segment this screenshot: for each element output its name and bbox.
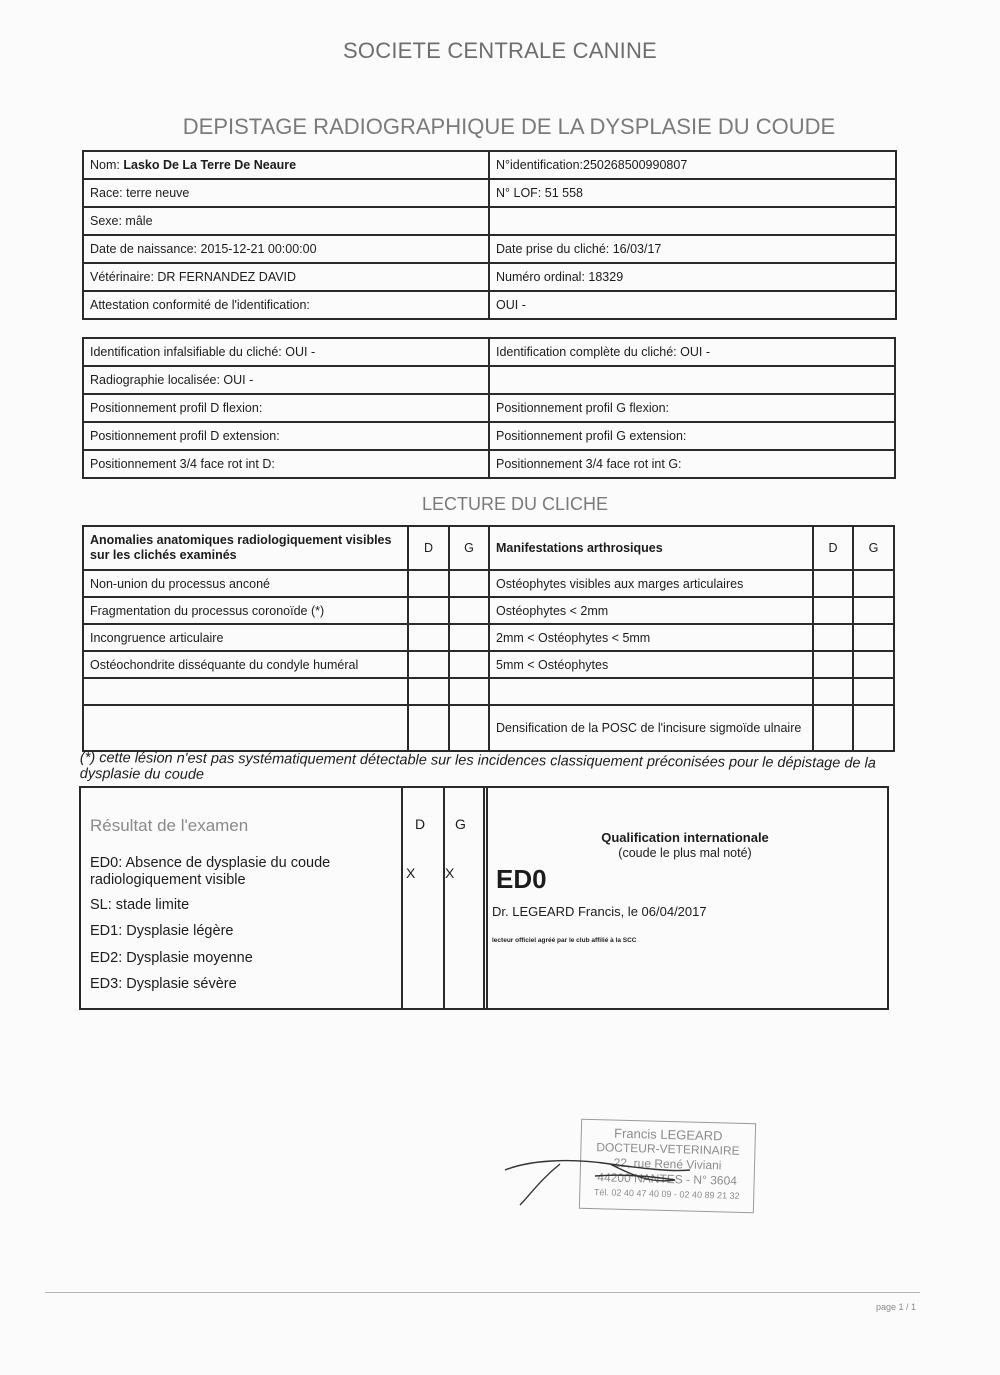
table-row	[83, 291, 896, 319]
ed0-mark-d: X	[406, 865, 416, 881]
table-row	[83, 151, 896, 179]
birth-date: Date de naissance: 2015-12-21 00:00:00	[83, 235, 489, 263]
stamp-line: DOCTEUR-VETERINAIRE	[596, 1140, 740, 1158]
g-extension: Positionnement profil G extension:	[489, 422, 895, 450]
attestation-label: Attestation conformité de l'identification:	[83, 291, 489, 319]
complete-id: Identification complète du cliché: OUI -	[489, 338, 895, 366]
reading-section-title: LECTURE DU CLICHE	[421, 494, 609, 514]
sex: Sexe: mâle	[83, 207, 489, 235]
table-row	[83, 235, 896, 263]
d-cell	[408, 678, 449, 705]
grade-ed1: ED1: Dysplasie légère	[90, 923, 234, 939]
grade-value: ED0	[496, 864, 547, 894]
tamper-proof-id: Identification infalsifiable du cliché: OUI -	[83, 338, 489, 366]
footnote: (*) cette lésion n'est pas systématiquement détectable sur les incidences classiquement préconisées pour le dépistage de la dysplasie du coude	[79, 750, 876, 783]
g-cell	[853, 570, 894, 597]
d-cell	[408, 705, 449, 751]
manifestation-label: 2mm < Ostéophytes < 5mm	[489, 624, 813, 651]
table-row	[83, 394, 895, 422]
d-cell	[408, 597, 449, 624]
manifestation-label	[489, 678, 813, 705]
empty-cell	[489, 366, 895, 394]
table-row	[83, 207, 896, 235]
grade-sl: SL: stade limite	[90, 897, 190, 913]
ed0-mark-g: X	[445, 865, 455, 881]
table-row	[83, 624, 894, 651]
official-reader-note: lecteur officiel agréé par le club affilié à la SCC	[492, 937, 637, 944]
manifestation-label: Ostéophytes visibles aux marges articulaires	[489, 570, 813, 597]
d-cell	[408, 570, 449, 597]
anomaly-label: Ostéochondrite disséquante du condyle huméral	[83, 651, 408, 678]
grade-ed0: ED0: Absence de dysplasie du coude radiologiquement visible	[90, 855, 331, 888]
reader-signature-line: Dr. LEGEARD Francis, le 06/04/2017	[492, 904, 707, 919]
table-row	[83, 651, 894, 678]
col-d-header: D	[813, 526, 853, 570]
d-cell	[408, 651, 449, 678]
g-cell	[853, 651, 894, 678]
table-row	[83, 338, 895, 366]
divider	[443, 788, 445, 1008]
veterinarian: Vétérinaire: DR FERNANDEZ DAVID	[83, 263, 489, 291]
table-row	[83, 450, 895, 478]
g-cell	[449, 651, 489, 678]
result-col-g: G	[455, 816, 466, 832]
d-cell	[813, 651, 853, 678]
dog-name: Lasko De La Terre De Neaure	[123, 158, 297, 172]
stamp-line: 44200 NANTES - N° 3604	[597, 1170, 738, 1188]
col-d-header: D	[408, 526, 449, 570]
manifestation-label: 5mm < Ostéophytes	[489, 651, 813, 678]
g-cell	[853, 678, 894, 705]
anomaly-label	[83, 678, 408, 705]
table-row	[83, 597, 894, 624]
table-row	[83, 263, 896, 291]
d-face: Positionnement 3/4 face rot int D:	[83, 450, 489, 478]
divider	[401, 788, 403, 1008]
d-cell	[813, 597, 853, 624]
handwritten-signature	[500, 1150, 700, 1210]
table-row	[83, 705, 894, 751]
table-row	[83, 179, 896, 207]
id-number: N°identification:250268500990807	[489, 151, 896, 179]
organization-name: SOCIETE CENTRALE CANINE	[343, 38, 657, 63]
col-g-header: G	[449, 526, 489, 570]
table-header-row	[83, 526, 894, 570]
d-cell	[813, 678, 853, 705]
manifestations-header: Manifestations arthrosiques	[489, 526, 813, 570]
ordinal-number: Numéro ordinal: 18329	[489, 263, 896, 291]
lof-number: N° LOF: 51 558	[489, 179, 896, 207]
anomaly-label: Incongruence articulaire	[83, 624, 408, 651]
table-row	[83, 678, 894, 705]
grade-ed3: ED3: Dysplasie sévère	[90, 976, 237, 992]
g-flexion: Positionnement profil G flexion:	[489, 394, 895, 422]
table-row	[83, 422, 895, 450]
anomalies-header: Anomalies anatomiques radiologiquement visibles sur les clichés examinés	[83, 526, 408, 570]
g-cell	[449, 705, 489, 751]
col-g-header: G	[853, 526, 894, 570]
divider	[483, 788, 485, 1008]
manifestation-label: Ostéophytes < 2mm	[489, 597, 813, 624]
empty-cell	[489, 207, 896, 235]
g-cell	[449, 570, 489, 597]
qualification-title: Qualification internationale	[601, 830, 769, 845]
divider	[486, 788, 488, 1008]
g-cell	[449, 678, 489, 705]
grade-ed2: ED2: Dysplasie moyenne	[90, 950, 253, 966]
dog-name-cell	[83, 151, 489, 179]
attestation-value: OUI -	[489, 291, 896, 319]
g-cell	[449, 597, 489, 624]
document-title: DEPISTAGE RADIOGRAPHIQUE DE LA DYSPLASIE DU COUDE	[182, 114, 836, 139]
breed: Race: terre neuve	[83, 179, 489, 207]
result-col-d: D	[415, 816, 426, 832]
anomaly-label	[83, 705, 408, 751]
d-flexion: Positionnement profil D flexion:	[83, 394, 489, 422]
anomaly-label: Fragmentation du processus coronoïde (*)	[83, 597, 408, 624]
identification-table	[82, 150, 897, 320]
d-extension: Positionnement profil D extension:	[83, 422, 489, 450]
reading-table	[82, 525, 895, 752]
result-heading: Résultat de l'examen	[90, 816, 249, 835]
stamp-line: Francis LEGEARD	[613, 1125, 723, 1144]
name-label: Nom:	[90, 158, 120, 172]
footer-divider	[45, 1292, 920, 1293]
g-face: Positionnement 3/4 face rot int G:	[489, 450, 895, 478]
d-cell	[408, 624, 449, 651]
g-cell	[449, 624, 489, 651]
g-cell	[853, 705, 894, 751]
g-cell	[853, 624, 894, 651]
d-cell	[813, 705, 853, 751]
anomaly-label: Non-union du processus anconé	[83, 570, 408, 597]
stamp-line: 22, rue René Viviani	[613, 1155, 722, 1173]
d-cell	[813, 570, 853, 597]
manifestation-label: Densification de la POSC de l'incisure sigmoïde ulnaire	[489, 705, 813, 751]
qualification-subtitle: (coude le plus mal noté)	[618, 846, 752, 860]
localized-radiography: Radiographie localisée: OUI -	[83, 366, 489, 394]
g-cell	[853, 597, 894, 624]
table-row	[83, 570, 894, 597]
stamp-line: Tél. 02 40 47 40 09 - 02 40 89 21 32	[593, 1187, 740, 1201]
d-cell	[813, 624, 853, 651]
page-number: page 1 / 1	[876, 1302, 917, 1312]
table-row	[83, 366, 895, 394]
xray-date: Date prise du cliché: 16/03/17	[489, 235, 896, 263]
technical-table	[82, 337, 896, 479]
